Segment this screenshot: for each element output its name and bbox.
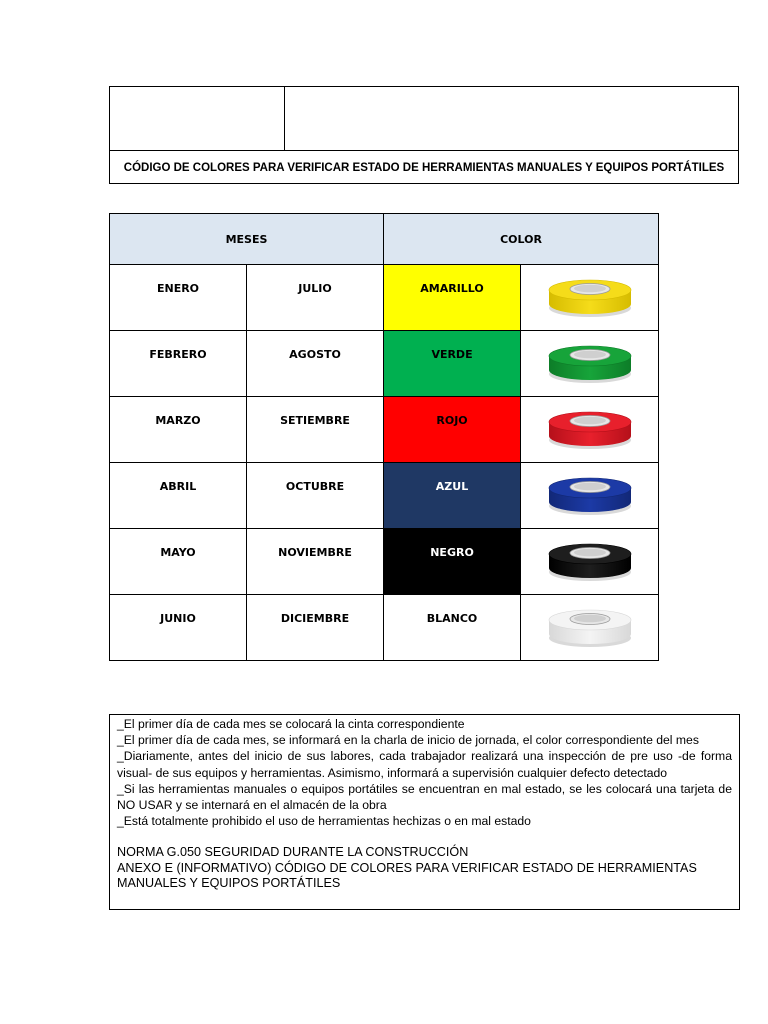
color-header: COLOR [384, 214, 659, 265]
tape-image-cell [521, 331, 659, 397]
logo-cell [110, 87, 285, 150]
month-second-half: SETIEMBRE [247, 397, 384, 463]
month-first-half: FEBRERO [110, 331, 247, 397]
note-line: _Está totalmente prohibido el uso de herramientas hechizas o en mal estado [117, 814, 531, 829]
table-header-row [110, 214, 659, 265]
tape-image-cell [521, 595, 659, 661]
month-first-half: ENERO [110, 265, 247, 331]
tape-roll-icon [545, 342, 635, 386]
tape-roll-icon [545, 540, 635, 584]
color-name-cell: ROJO [384, 397, 521, 463]
months-header: MESES [110, 214, 384, 265]
month-first-half: JUNIO [110, 595, 247, 661]
tape-roll-icon [545, 474, 635, 518]
tape-roll-icon [545, 606, 635, 650]
color-name-cell: AZUL [384, 463, 521, 529]
month-first-half: MARZO [110, 397, 247, 463]
color-name-cell: NEGRO [384, 529, 521, 595]
header-top-row [110, 87, 738, 151]
month-first-half: MAYO [110, 529, 247, 595]
norma-line-2: ANEXO E (INFORMATIVO) CÓDIGO DE COLORES PARA VERIFICAR ESTADO DE HERRAMIENTAS MANUALES Y EQUIPOS PORTÁTILES [117, 860, 697, 891]
month-second-half: NOVIEMBRE [247, 529, 384, 595]
month-second-half: OCTUBRE [247, 463, 384, 529]
color-name-cell: BLANCO [384, 595, 521, 661]
note-line: _El primer día de cada mes, se informará en la charla de inicio de jornada, el color correspondiente del mes [117, 733, 699, 748]
note-line: _Si las herramientas manuales o equipos portátiles se encuentran en mal estado, se les colocará una tarjeta de NO USAR y se internará en el almacén de la obra [117, 781, 732, 813]
tape-image-cell [521, 529, 659, 595]
note-line: _Diariamente, antes del inicio de sus labores, cada trabajador realizará una inspección de pre uso -de forma visual- de sus equipos y herramientas. Asimismo, informará a supervisión cualquier defecto detectado [117, 749, 732, 780]
norma-reference [117, 845, 732, 892]
note-line: _El primer día de cada mes se colocará la cinta correspondiente [117, 717, 465, 731]
table-row [110, 331, 659, 397]
document-header [109, 86, 739, 184]
color-code-table [109, 213, 659, 661]
color-name-cell: VERDE [384, 331, 521, 397]
tape-image-cell [521, 463, 659, 529]
tape-image-cell [521, 265, 659, 331]
month-second-half: JULIO [247, 265, 384, 331]
table-row [110, 397, 659, 463]
month-second-half: AGOSTO [247, 331, 384, 397]
table-row [110, 529, 659, 595]
table-row [110, 463, 659, 529]
notes-box [109, 714, 740, 910]
tape-roll-icon [545, 408, 635, 452]
table-row [110, 265, 659, 331]
tape-roll-icon [545, 276, 635, 320]
month-first-half: ABRIL [110, 463, 247, 529]
norma-line-1: NORMA G.050 SEGURIDAD DURANTE LA CONSTRUCCIÓN [117, 845, 469, 860]
month-second-half: DICIEMBRE [247, 595, 384, 661]
table-row [110, 595, 659, 661]
document-title: CÓDIGO DE COLORES PARA VERIFICAR ESTADO DE HERRAMIENTAS MANUALES Y EQUIPOS PORTÁTILES [123, 161, 725, 174]
color-name-cell: AMARILLO [384, 265, 521, 331]
notes-list [117, 716, 732, 829]
tape-image-cell [521, 397, 659, 463]
